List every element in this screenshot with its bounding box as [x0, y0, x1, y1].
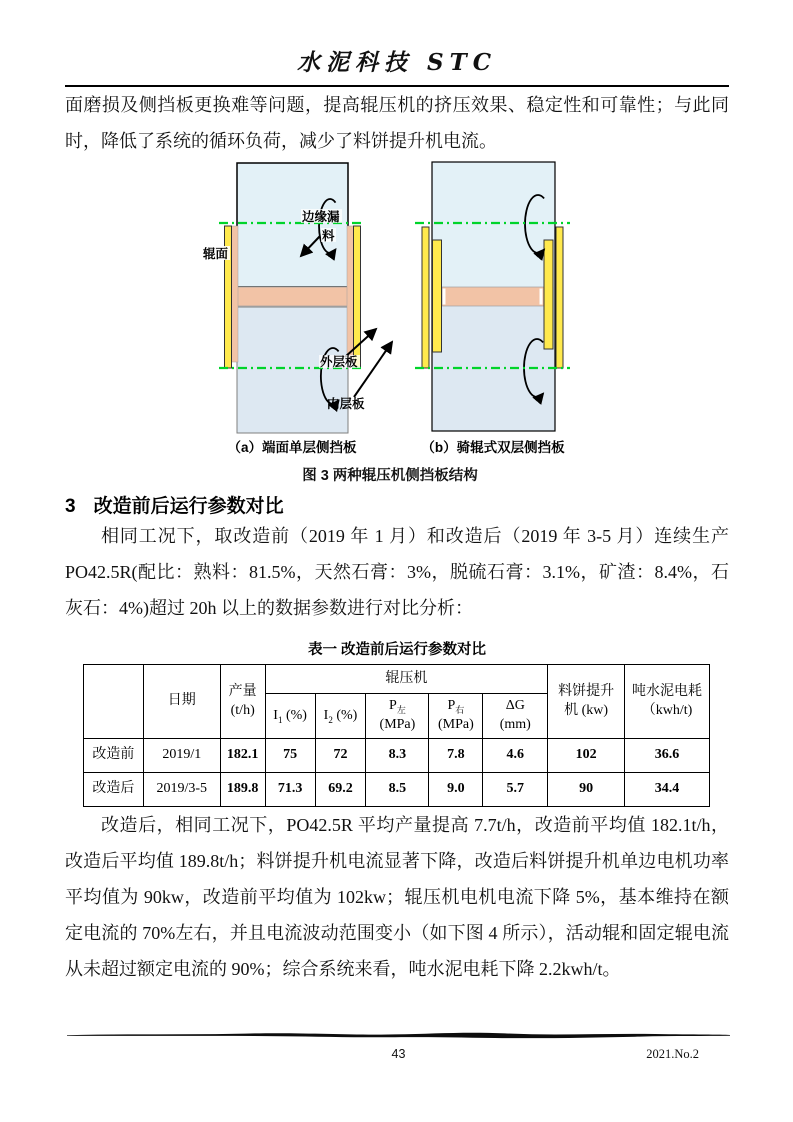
cell-p-left: 8.3: [366, 739, 429, 773]
cell-lifter: 102: [548, 739, 625, 773]
label-edge-leak-line2: 料: [322, 229, 335, 243]
cell-dg: 5.7: [483, 773, 548, 807]
header-empty: [84, 665, 144, 739]
label-edge-leak-line1: 边缘漏: [302, 210, 340, 224]
cell-i2: 72: [315, 739, 366, 773]
section-number: 3: [65, 496, 76, 517]
cell-date: 2019/1: [143, 739, 220, 773]
header-dg: ΔG (mm): [483, 694, 548, 739]
table-caption: 表一 改造前后运行参数对比: [307, 642, 487, 658]
cell-i1: 75: [265, 739, 315, 773]
cell-power: 36.6: [625, 739, 710, 773]
header-lifter-line2: 机 (kw): [564, 702, 609, 718]
cell-p-right: 9.0: [429, 773, 483, 807]
page-number: 43: [391, 1047, 406, 1061]
row-label: 改造前: [84, 739, 144, 773]
table-row-before: [84, 739, 710, 773]
roller-top-a: [237, 163, 348, 287]
figure-3: [180, 160, 600, 485]
cake-strip-left-a: [232, 226, 239, 362]
header-consumption: [625, 665, 710, 739]
cell-power: 34.4: [625, 773, 710, 807]
label-outer-plate: 外层板: [320, 355, 358, 369]
cell-lifter: 90: [548, 773, 625, 807]
inner-plate-right-b: [544, 240, 553, 349]
header-lifter: [548, 665, 625, 739]
paragraph-intro: 面磨损及侧挡板更换难等问题，提高辊压机的挤压效果、稳定性和可靠性；与此同时，降低了系统的循环负荷，减少了料饼提升机电流。: [65, 95, 729, 151]
header-consumption-line2: （kwh/t): [641, 702, 693, 718]
inner-plate-left-b: [433, 240, 442, 352]
header-i1: $I_1$ (%): [265, 694, 315, 739]
cell-dg: 4.6: [483, 739, 548, 773]
page-footer: [65, 1028, 732, 1065]
header-i2: $I_2$ (%): [315, 694, 366, 739]
outer-plate-left-b: [422, 227, 429, 368]
cell-date: 2019/3-5: [143, 773, 220, 807]
label-inner-plate: 内层板: [327, 397, 365, 411]
header-p-right: $P_右$ (MPa): [429, 694, 483, 739]
header-output: [220, 665, 265, 739]
content-column: [65, 0, 729, 987]
caption-a: （a）端面单层侧挡板: [227, 440, 357, 455]
params-table: [83, 664, 710, 807]
header-consumption-line1: 吨水泥电耗: [632, 683, 702, 699]
label-roller-face: 辊面: [203, 247, 229, 261]
cake-gap-right-b: [540, 289, 543, 305]
roller-top-b: [433, 163, 554, 287]
footer-rule: [65, 1029, 732, 1041]
cake-gap-left-b: [443, 289, 446, 305]
section-title: 改造前后运行参数对比: [93, 496, 284, 517]
section-heading: [65, 491, 729, 518]
cake-band-a: [225, 287, 360, 306]
diagram-a: [225, 163, 393, 433]
cell-i2: 69.2: [315, 773, 366, 807]
diagram-b: [422, 162, 563, 431]
cell-i1: 71.3: [265, 773, 315, 807]
cell-p-right: 7.8: [429, 739, 483, 773]
header-date: 日期: [143, 665, 220, 739]
roller-bottom-a: [237, 307, 348, 433]
cake-strip-right-a: [347, 226, 354, 362]
cell-output: 182.1: [220, 739, 265, 773]
header-p-left: $P_左$ (MPa): [366, 694, 429, 739]
paragraph-conditions: 相同工况下，取改造前（2019 年 1 月）和改造后（2019 年 3-5 月）连续生产 PO42.5R(配比：熟料：81.5%，天然石膏：3%，脱硫石膏：3.1%，矿渣：8.4%，石灰石：4%)超过 20h 以上的数据参数进行对比分析：: [65, 526, 729, 618]
figure-caption: 图 3 两种辊压机侧挡板结构: [302, 468, 478, 484]
header-lifter-line1: 料饼提升: [558, 683, 615, 699]
issue-number: 2021.No.2: [646, 1047, 699, 1061]
footer-texts: [65, 1047, 732, 1065]
caption-b: （b）骑辊式双层侧挡板: [421, 440, 565, 455]
cell-p-left: 8.5: [366, 773, 429, 807]
outer-plate-right-b: [556, 227, 563, 368]
journal-title: 水泥科技 STC: [296, 49, 498, 76]
row-label: 改造后: [84, 773, 144, 807]
header-roller-press-group: 辊压机: [265, 665, 548, 694]
header-output-line1: 产量: [228, 683, 257, 699]
cake-band-b: [442, 287, 545, 306]
paragraph-results: 改造后，相同工况下，PO42.5R 平均产量提高 7.7t/h，改造前平均值 182.1t/h，改造后平均值 189.8t/h；料饼提升机电流显著下降，改造后料饼提升机单边电机功率平均值为 90kw，改造前平均值为 102kw；辊压机电机电流下降 5%，基本维持在额定电流的 70%左右，并且电流波动范围变小（如下图 4 所示），活动辊和固定辊电流从未超过额定电流的 90%；综合系统来看，吨水泥电耗下降 2.2kwh/t。: [65, 815, 729, 979]
table-row-after: [84, 773, 710, 807]
figure-3-drawing: [180, 160, 600, 457]
header-output-line2: (t/h): [230, 702, 255, 718]
cell-output: 189.8: [220, 773, 265, 807]
